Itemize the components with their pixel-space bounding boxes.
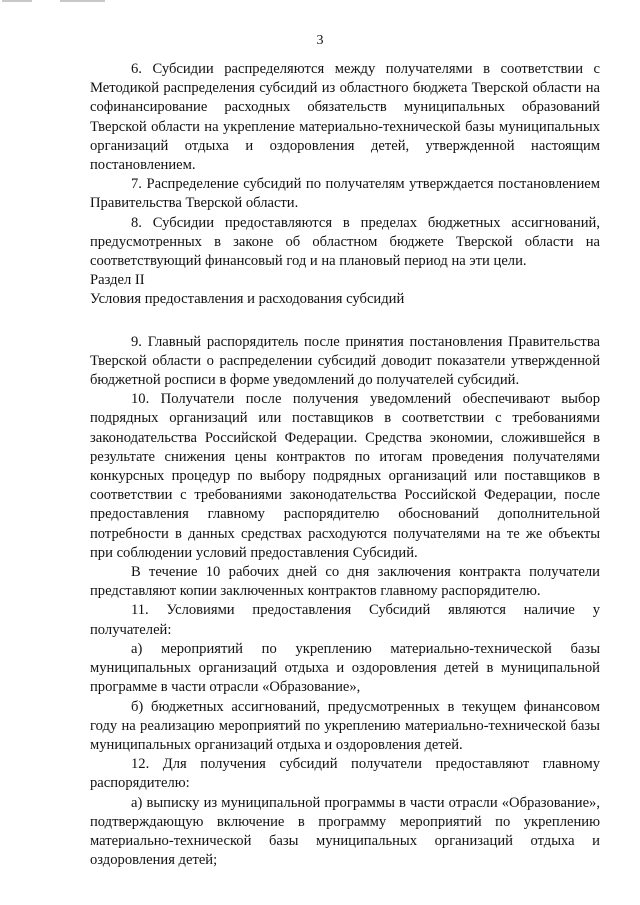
paragraph-7: 7. Распределение субсидий по получателям утверждается постановлением Правительства Тверской области. [90,176,600,212]
scan-artifact [0,0,110,3]
paragraph-11-a: а) мероприятий по укреплению материально-технической базы муниципальных организаций отдыха и оздоровления детей в муниципальной программе в части отрасли «Образование», [90,640,600,696]
page-number: 3 [316,33,324,48]
paragraph-10-contracts: В течение 10 рабочих дней со дня заключения контракта получатели представляют копии заключенных контрактов главному распорядителю. [90,564,600,600]
paragraph-11: 11. Условиями предоставления Субсидий являются наличие у получателей: [90,602,600,638]
section-title: Раздел II [90,272,145,289]
paragraph-11-b: б) бюджетных ассигнований, предусмотренных в текущем финансовом году на реализацию мероприятий по укреплению материально-технической базы муниципальных организаций отдыха и оздоровления детей. [90,698,600,753]
paragraph-10: 10. Получатели после получения уведомлений обеспечивают выбор подрядных организаций или поставщиков в соответствии с требованиями законодательства Российской Федерации. Средства экономии, сложившейся в результате снижения цены контрактов по итогам проведения получателями конкурсных процедур по выбору подрядных организаций или поставщиков в соответствии с требованиями законодательства Российской Федерации, после предоставления главному распорядителю обоснований дополнительной потребности в данных средствах расходуются получателями на те же объекты при соблюдении условий предоставления Субсидий. [90,391,600,561]
document-body [90,60,600,870]
paragraph-12: 12. Для получения субсидий получатели предоставляют главному распорядителю: [90,756,600,792]
section-subtitle: Условия предоставления и расходования субсидий [90,291,405,308]
paragraph-8: 8. Субсидии предоставляются в пределах бюджетных ассигнований, предусмотренных в законе об областном бюджете Тверской области на соответствующий финансовый год и на плановый период на эти цели. [90,214,600,270]
paragraph-9: 9. Главный распорядитель после принятия постановления Правительства Тверской области о распределении субсидий доводит показатели утвержденной бюджетной росписи в форме уведомлений до получателей субсидий. [90,333,600,389]
paragraph-6: 6. Субсидии распределяются между получателями в соответствии с Методикой распределения субсидий из областного бюджета Тверской области на софинансирование расходных обязательств муниципальных образований Тверской области на укрепление материально-технической базы муниципальных организаций отдыха и оздоровления детей, утвержденной настоящим постановлением. [90,61,600,174]
paragraph-12-a: а) выписку из муниципальной программы в части отрасли «Образование», подтверждающую включение в программу мероприятий по укреплению материально-технической базы муниципальных организаций отдыха и оздоровления детей; [90,794,600,869]
